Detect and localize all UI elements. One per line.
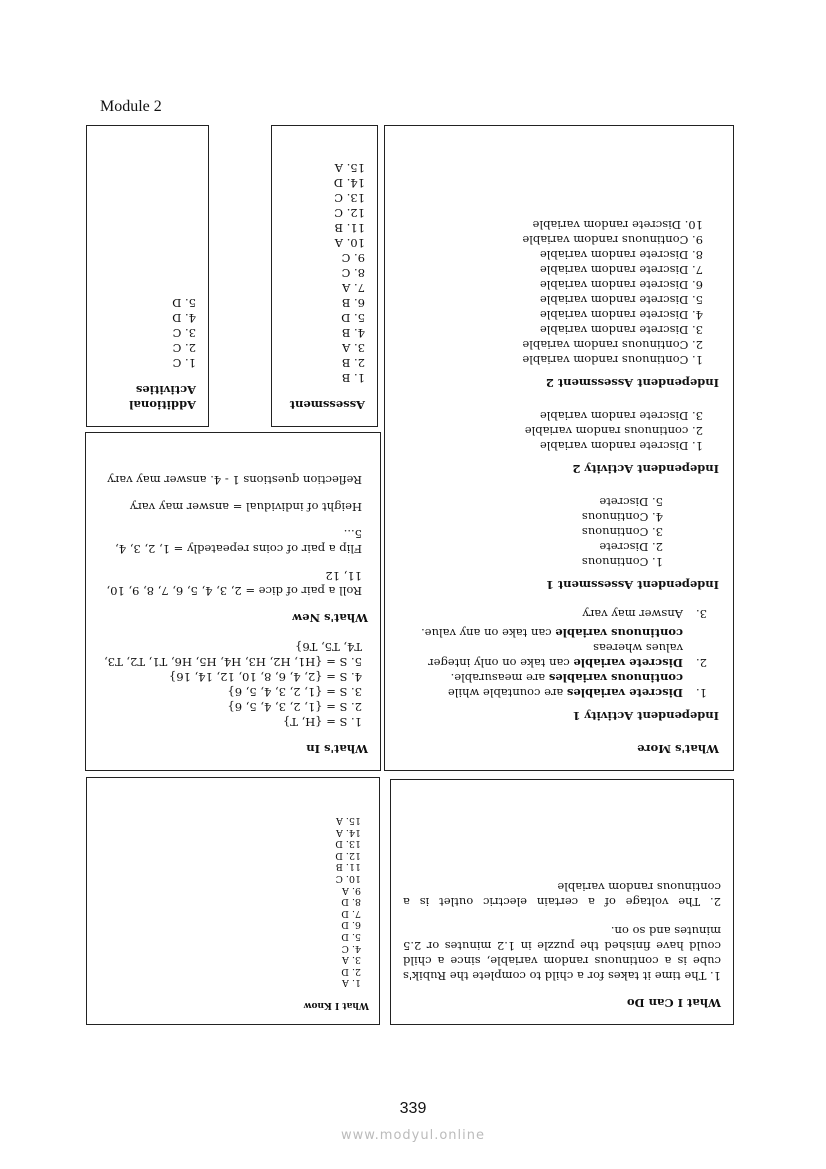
term-description: Answer may vary: [582, 607, 683, 621]
whats-more-title: What's More: [637, 742, 719, 756]
answer-item: 1. B: [341, 371, 365, 385]
item-text: [448, 685, 683, 700]
answer-item: 1. C: [172, 356, 196, 370]
answer-item: 4. D: [172, 311, 196, 325]
answer-item: 14. A: [336, 826, 361, 838]
answer-item: 2. Continuous random variable: [522, 338, 703, 352]
sample-space-item: 5. S = {H1, H2, H3, H4, H5, H6, T1, T2, T3, T4, T5, T6}: [104, 640, 362, 669]
term-description: can take on any value.: [421, 626, 556, 640]
independent-activity-2-title: Independent Activity 2: [572, 462, 719, 476]
answer-item: 5. D: [341, 311, 365, 325]
definition-line: [399, 640, 707, 670]
answer-item: 2. D: [341, 965, 361, 977]
item-number: 3.: [696, 607, 707, 621]
item-number: 2.: [696, 656, 707, 670]
answer-item: 5. D: [341, 931, 361, 943]
answer-item: 13. D: [335, 838, 361, 850]
answer-item: 7. Discrete random variable: [539, 263, 703, 277]
answer-item: 6. Discrete random variable: [539, 278, 703, 292]
bold-term: Discrete variables: [566, 686, 683, 700]
answer-item: 1. Continuous random variable: [522, 353, 703, 367]
independent-assessment-2-list: [399, 217, 719, 367]
item-text: [399, 640, 683, 670]
additional-activities-list: [99, 295, 196, 370]
assessment-box: [271, 125, 378, 427]
answer-item: 12. D: [335, 849, 361, 861]
answer-item: 10. A: [334, 236, 365, 250]
module-header: Module 2: [100, 98, 162, 115]
assessment-title: Assessment: [289, 398, 365, 412]
item-text: [451, 670, 683, 685]
term-description: can take on only integer values whereas: [428, 641, 683, 670]
sample-space-item: 4. S = {2, 4, 6, 8, 10, 12, 14, 16}: [168, 670, 362, 684]
whats-new-item: Height of individual = answer may vary: [129, 500, 362, 514]
answer-item: 8. C: [341, 266, 365, 280]
answer-item: 3. A: [342, 341, 365, 355]
whats-new-item: Roll a pair of dice = 2, 3, 4, 5, 6, 7, 8, 9, 10, 11, 12: [106, 569, 362, 598]
answer-item: 4. Continuous: [581, 510, 663, 524]
bold-term: continuous variables: [548, 671, 683, 685]
what-i-know-box: [86, 777, 380, 1025]
additional-activities-box: [86, 125, 209, 427]
what-i-know-title: What I Know: [303, 1000, 369, 1010]
page-number: 339: [399, 1100, 427, 1117]
whats-new-item: Flip a pair of coins repeatedly = 1, 2, 3, 4, 5...: [115, 527, 362, 556]
whats-new-item: Reflection questions 1 - 4. answer may vary: [107, 473, 362, 487]
answer-item: 11. B: [334, 221, 365, 235]
answer-item: 3. Discrete random variable: [539, 409, 703, 423]
whats-in-title: What's In: [306, 742, 368, 756]
answer-item: 9. Continuous random variable: [522, 233, 703, 247]
answer-item: 10. Discrete random variable: [532, 218, 703, 232]
answer-item: 5. Discrete: [599, 495, 663, 509]
item-text: [421, 625, 683, 640]
item-number: [683, 670, 707, 685]
sample-space-item: 1. S = {H, T}: [282, 715, 362, 729]
answer-item: 2. Discrete: [599, 540, 663, 554]
answer-item: 4. Discrete random variable: [539, 308, 703, 322]
answer-paragraph: 2. The voltage of a certain electric outlet is a continuous random variable: [403, 880, 721, 909]
answer-item: 3. Discrete random variable: [539, 323, 703, 337]
answer-item: 12. C: [334, 206, 365, 220]
answer-item: 3. A: [342, 954, 361, 966]
what-i-can-do-box: [390, 779, 734, 1025]
term-description: are measurable.: [450, 671, 549, 685]
answer-paragraph: 1. The time it takes for a child to complete the Rubik's cube is a continuous random variable, since a child could have finished the puzzle in 1.2 minutes or 2.5 minutes and so on.: [403, 924, 721, 983]
answer-item: 10. C: [335, 873, 361, 885]
answer-item: 11. B: [335, 861, 361, 873]
what-i-can-do-title: What I Can Do: [626, 996, 721, 1010]
answer-item: 1. Continuous: [581, 555, 663, 569]
answer-item: 15. A: [334, 161, 365, 175]
answer-item: 8. Discrete random variable: [539, 248, 703, 262]
answer-item: 5. D: [172, 296, 196, 310]
answer-item: 3. C: [172, 326, 196, 340]
independent-activity-1-list: [399, 606, 719, 700]
answer-item: 13. C: [334, 191, 365, 205]
what-i-know-list: [97, 815, 369, 989]
term-description: are countable while: [447, 686, 567, 700]
answer-item: 7. A: [342, 281, 365, 295]
whats-in-list: [98, 639, 368, 729]
whats-in-new-box: [85, 432, 381, 771]
answer-item: 5. Discrete random variable: [539, 293, 703, 307]
item-number: 1.: [696, 686, 707, 700]
item-number: [683, 625, 707, 640]
answer-item: 2. B: [341, 356, 365, 370]
independent-activity-2-list: [399, 408, 719, 453]
answer-item: 9. C: [341, 251, 365, 265]
definition-line: [399, 625, 707, 640]
assessment-list: [284, 160, 365, 385]
independent-assessment-1-list: [399, 494, 719, 569]
answer-item: 1. A: [342, 977, 361, 989]
item-text: [582, 606, 683, 621]
answer-item: 9. A: [342, 884, 361, 896]
independent-assessment-1-title: Independent Assessment 1: [545, 578, 719, 592]
sample-space-item: 2. S = {1, 2, 3, 4, 5, 6}: [227, 700, 362, 714]
sample-space-item: 3. S = {1, 2, 3, 4, 5, 6}: [227, 685, 362, 699]
whats-new-title: What's New: [292, 611, 368, 625]
answer-item: 8. D: [341, 896, 361, 908]
answer-item: 14. D: [333, 176, 365, 190]
definition-line: [399, 670, 707, 685]
answer-item: 6. B: [341, 296, 365, 310]
what-i-can-do-list: [403, 879, 721, 983]
answer-item: 1. Discrete random variable: [539, 439, 703, 453]
additional-activities-title: Additional Activities: [129, 383, 196, 412]
independent-activity-1-title: Independent Activity 1: [572, 709, 719, 723]
whats-new-list: [98, 472, 368, 598]
whats-more-box: [384, 125, 734, 771]
answer-item: 3. Continuous: [581, 525, 663, 539]
answer-item: 2. C: [172, 341, 196, 355]
definition-line: [399, 606, 707, 621]
answer-item: 2. continuous random variable: [524, 424, 703, 438]
bold-term: Discrete variable: [573, 656, 683, 670]
independent-assessment-2-title: Independent Assessment 2: [545, 376, 719, 390]
definition-line: [399, 685, 707, 700]
answer-item: 4. B: [341, 326, 365, 340]
answer-item: 7. D: [341, 907, 361, 919]
answer-item: 15. A: [336, 815, 361, 827]
answer-item: 6. D: [341, 919, 361, 931]
watermark: www.modyul.online: [340, 1128, 486, 1143]
answer-item: 4. C: [341, 942, 361, 954]
bold-term: continuous variable: [555, 626, 683, 640]
